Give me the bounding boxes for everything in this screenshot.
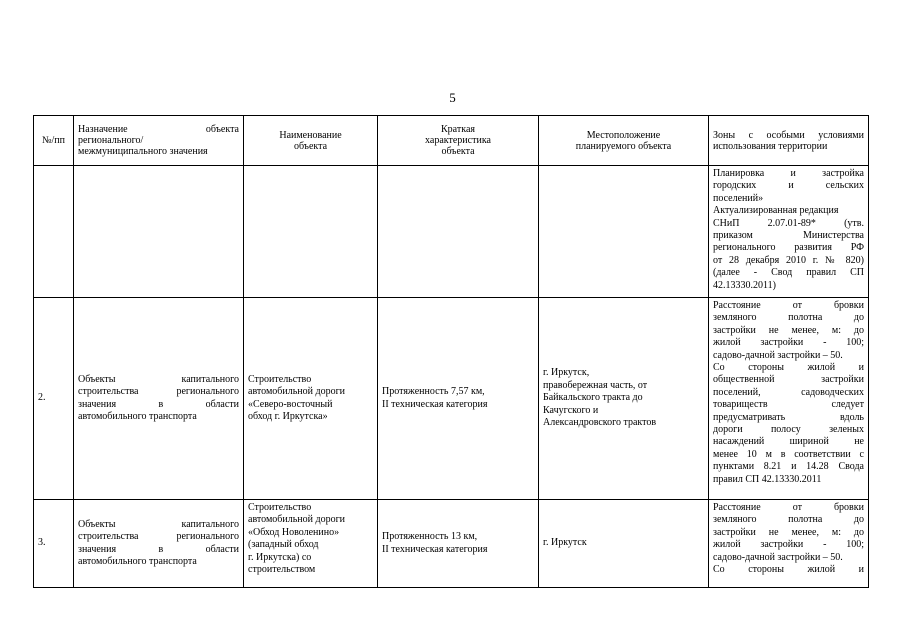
name-line: (западный обход: [248, 539, 319, 551]
header-description: [378, 116, 539, 166]
header-number: №/пп: [34, 116, 74, 166]
header-zones-line: Зоны с особыми условиями: [713, 129, 864, 141]
page-number: 5: [449, 90, 456, 105]
zones-line: Расстояние от бровки: [713, 502, 864, 513]
purpose-line: автомобильного транспорта: [78, 555, 197, 567]
zones-line: садово-дачной застройки – 50.: [713, 349, 843, 361]
zones-line: поселений, садоводческих: [713, 386, 864, 398]
header-description-line: Краткая: [441, 124, 475, 135]
header-description-line: объекта: [441, 146, 475, 157]
cell-name: [244, 298, 378, 500]
header-name-line: Наименование: [279, 129, 342, 141]
table-row: [34, 298, 869, 500]
location-line: Александровского трактов: [543, 417, 657, 429]
header-purpose-line: Назначение объекта: [78, 124, 239, 135]
description-line: Протяженность 7,57 км,: [382, 386, 485, 398]
zones-line: Со стороны жилой и: [713, 564, 864, 576]
purpose-line: Объекты капитального: [78, 373, 239, 385]
header-zones: [709, 116, 869, 166]
zones-line: дороги полосу зеленых: [713, 424, 864, 436]
zones-line: предусматривать вдоль: [713, 411, 864, 423]
zones-line: насаждений шириной не: [713, 436, 864, 448]
header-zones-line: использования территории: [713, 140, 828, 152]
header-purpose-line: регионального/: [78, 135, 144, 146]
header-purpose-line: межмуниципального значения: [78, 146, 208, 157]
cell-purpose: [74, 298, 244, 500]
cell-purpose: [74, 500, 244, 588]
cell-location: [539, 500, 709, 588]
cell-description: [378, 298, 539, 500]
objects-table: [33, 115, 869, 588]
zones-line: пунктами 8.21 и 14.28 Свода: [713, 461, 864, 473]
cell-number: 3.: [34, 500, 74, 588]
zones-line: менее 10 м в соответствии с: [713, 448, 864, 460]
zones-line: от 28 декабря 2010 г. № 820): [713, 254, 864, 266]
description-line: II техническая категория: [382, 543, 488, 555]
zones-line: жилой застройки - 100;: [713, 337, 864, 349]
zones-line: городских и сельских: [713, 180, 864, 192]
zones-line: жилой застройки - 100;: [713, 539, 864, 551]
location-line: правобережная часть, от: [543, 379, 648, 391]
description-line: II техническая категория: [382, 398, 488, 410]
cell-zones: [709, 298, 869, 500]
name-line: Строительство: [248, 502, 312, 513]
name-line: Строительство: [248, 373, 312, 385]
zones-line: застройки не менее, м: до: [713, 324, 864, 336]
zones-line: Расстояние от бровки: [713, 300, 864, 311]
header-name-line: объекта: [293, 140, 328, 152]
purpose-line: значения в области: [78, 398, 239, 410]
cell-description: [378, 166, 539, 298]
cell-zones: [709, 166, 869, 298]
zones-line: земляного полотна до: [713, 514, 864, 526]
location-line: г. Иркутск,: [543, 367, 590, 379]
name-line: обход г. Иркутска»: [248, 410, 328, 422]
purpose-line: значения в области: [78, 543, 239, 555]
purpose-line: автомобильного транспорта: [78, 410, 197, 422]
zones-line: садово-дачной застройки – 50.: [713, 551, 843, 563]
name-line: автомобильной дороги: [248, 514, 346, 526]
name-line: «Северо-восточный: [248, 398, 333, 410]
zones-line: (далее - Свод правил СП: [713, 267, 864, 279]
cell-description: [378, 500, 539, 588]
cell-location: [539, 166, 709, 298]
cell-name: [244, 500, 378, 588]
header-description-line: характеристика: [425, 135, 491, 146]
name-line: строительством: [248, 564, 316, 576]
header-location: [539, 116, 709, 166]
zones-line: Планировка и застройка: [713, 168, 864, 179]
purpose-line: строительства регионального: [78, 386, 239, 398]
zones-line: правил СП 42.13330.2011: [713, 473, 822, 485]
description-line: Протяженность 13 км,: [382, 531, 478, 543]
cell-zones: [709, 500, 869, 588]
cell-number: [34, 166, 74, 298]
zones-line: общественной застройки: [713, 374, 864, 386]
zones-line: СНиП 2.07.01-89* (утв.: [713, 217, 864, 229]
zones-line: товариществ следует: [713, 399, 864, 411]
zones-line: Актуализированная редакция: [713, 205, 839, 217]
name-line: «Обход Новоленино»: [248, 526, 340, 538]
name-line: г. Иркутска) со: [248, 551, 312, 563]
table-row: [34, 500, 869, 588]
location-line: г. Иркутск: [543, 537, 587, 549]
purpose-line: Объекты капитального: [78, 518, 239, 530]
location-line: Качугского и: [543, 404, 599, 416]
zones-line: приказом Министерства: [713, 230, 864, 242]
cell-number: 2.: [34, 298, 74, 500]
header-name: [244, 116, 378, 166]
table-header-row: [34, 116, 869, 166]
cell-location: [539, 298, 709, 500]
table-row: [34, 166, 869, 298]
header-location-line: планируемого объекта: [575, 140, 672, 152]
zones-line: поселений»: [713, 192, 764, 204]
zones-line: 42.13330.2011): [713, 279, 776, 291]
cell-purpose: [74, 166, 244, 298]
cell-name: [244, 166, 378, 298]
header-purpose: [74, 116, 244, 166]
zones-line: застройки не менее, м: до: [713, 526, 864, 538]
zones-line: Со стороны жилой и: [713, 362, 864, 374]
name-line: автомобильной дороги: [248, 386, 346, 398]
location-line: Байкальского тракта до: [543, 392, 643, 404]
purpose-line: строительства регионального: [78, 531, 239, 543]
header-location-line: Местоположение: [586, 129, 661, 141]
zones-line: земляного полотна до: [713, 312, 864, 324]
zones-line: регионального развития РФ: [713, 242, 864, 254]
